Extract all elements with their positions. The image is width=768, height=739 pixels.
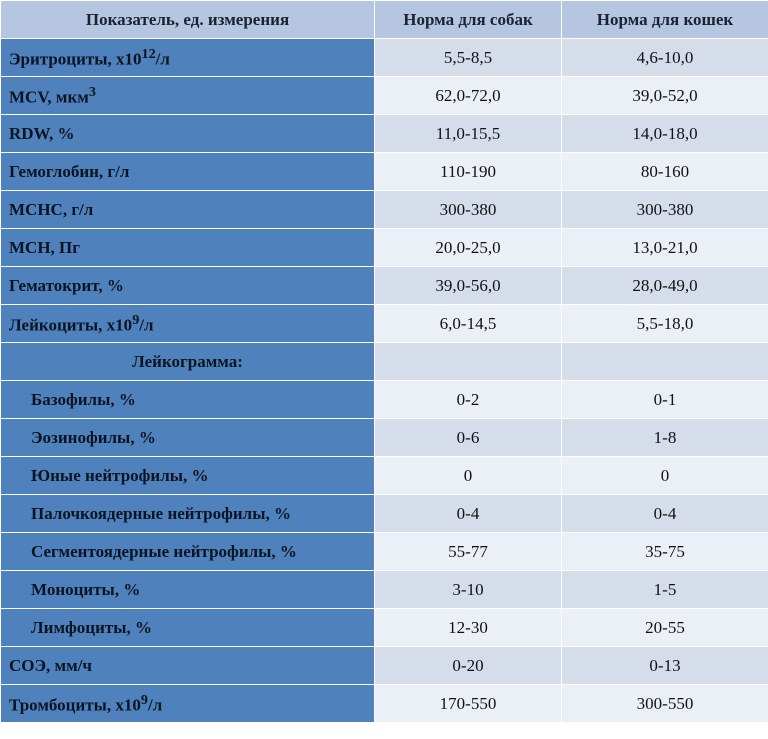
row-label: Юные нейтрофилы, %	[1, 457, 375, 495]
header-indicator: Показатель, ед. измерения	[1, 1, 375, 39]
dogs-value: 20,0-25,0	[375, 229, 562, 267]
dogs-value: 170-550	[375, 685, 562, 723]
table-row	[1, 115, 768, 153]
table-row	[1, 419, 768, 457]
dogs-value: 110-190	[375, 153, 562, 191]
table-row	[1, 533, 768, 571]
cats-value: 14,0-18,0	[562, 115, 768, 153]
cats-value	[562, 343, 768, 381]
row-label: MCHC, г/л	[1, 191, 375, 229]
table-row	[1, 153, 768, 191]
cats-value: 0-13	[562, 647, 768, 685]
dogs-value: 11,0-15,5	[375, 115, 562, 153]
dogs-value: 300-380	[375, 191, 562, 229]
table-row	[1, 229, 768, 267]
dogs-value: 6,0-14,5	[375, 305, 562, 343]
cats-value: 300-550	[562, 685, 768, 723]
row-label: СОЭ, мм/ч	[1, 647, 375, 685]
header-cats-norm: Норма для кошек	[562, 1, 768, 39]
cats-value: 20-55	[562, 609, 768, 647]
cats-value: 28,0-49,0	[562, 267, 768, 305]
table-row	[1, 77, 768, 115]
dogs-value: 62,0-72,0	[375, 77, 562, 115]
dogs-value: 0	[375, 457, 562, 495]
dogs-value: 5,5-8,5	[375, 39, 562, 77]
dogs-value: 0-6	[375, 419, 562, 457]
table-row	[1, 685, 768, 723]
cats-value: 5,5-18,0	[562, 305, 768, 343]
dogs-value: 12-30	[375, 609, 562, 647]
row-label: Тромбоциты, $x10^9/л$	[1, 685, 375, 723]
dogs-value	[375, 343, 562, 381]
row-label: Лейкоциты, $x10^9/л$	[1, 305, 375, 343]
row-label: Эозинофилы, %	[1, 419, 375, 457]
cats-value: 80-160	[562, 153, 768, 191]
table-row	[1, 39, 768, 77]
cats-value: 0	[562, 457, 768, 495]
table-row	[1, 609, 768, 647]
cats-value: 35-75	[562, 533, 768, 571]
row-label: Гемоглобин, г/л	[1, 153, 375, 191]
cats-value: 1-8	[562, 419, 768, 457]
dogs-value: 0-2	[375, 381, 562, 419]
table-row	[1, 647, 768, 685]
table-row	[1, 305, 768, 343]
row-label: Лимфоциты, %	[1, 609, 375, 647]
cats-value: 0-1	[562, 381, 768, 419]
cats-value: 1-5	[562, 571, 768, 609]
dogs-value: 0-20	[375, 647, 562, 685]
dogs-value: 39,0-56,0	[375, 267, 562, 305]
cats-value: 300-380	[562, 191, 768, 229]
row-label: MCV, мкм$^3$	[1, 77, 375, 115]
dogs-value: 3-10	[375, 571, 562, 609]
row-label: RDW, %	[1, 115, 375, 153]
row-label: Базофилы, %	[1, 381, 375, 419]
table-row	[1, 495, 768, 533]
cats-value: 4,6-10,0	[562, 39, 768, 77]
row-label: MCH, Пг	[1, 229, 375, 267]
table-row	[1, 457, 768, 495]
row-label: Моноциты, %	[1, 571, 375, 609]
row-label: Палочкоядерные нейтрофилы, %	[1, 495, 375, 533]
section-heading: Лейкограмма:	[1, 343, 375, 381]
table-row	[1, 191, 768, 229]
cats-value: 39,0-52,0	[562, 77, 768, 115]
table-row	[1, 267, 768, 305]
section-row	[1, 343, 768, 381]
table-header-row	[1, 1, 768, 39]
dogs-value: 55-77	[375, 533, 562, 571]
row-label: Эритроциты, $x10^{12}/л$	[1, 39, 375, 77]
table-row	[1, 381, 768, 419]
cats-value: 13,0-21,0	[562, 229, 768, 267]
row-label: Гематокрит, %	[1, 267, 375, 305]
table-row	[1, 571, 768, 609]
dogs-value: 0-4	[375, 495, 562, 533]
header-dogs-norm: Норма для собак	[375, 1, 562, 39]
cats-value: 0-4	[562, 495, 768, 533]
row-label: Сегментоядерные нейтрофилы, %	[1, 533, 375, 571]
